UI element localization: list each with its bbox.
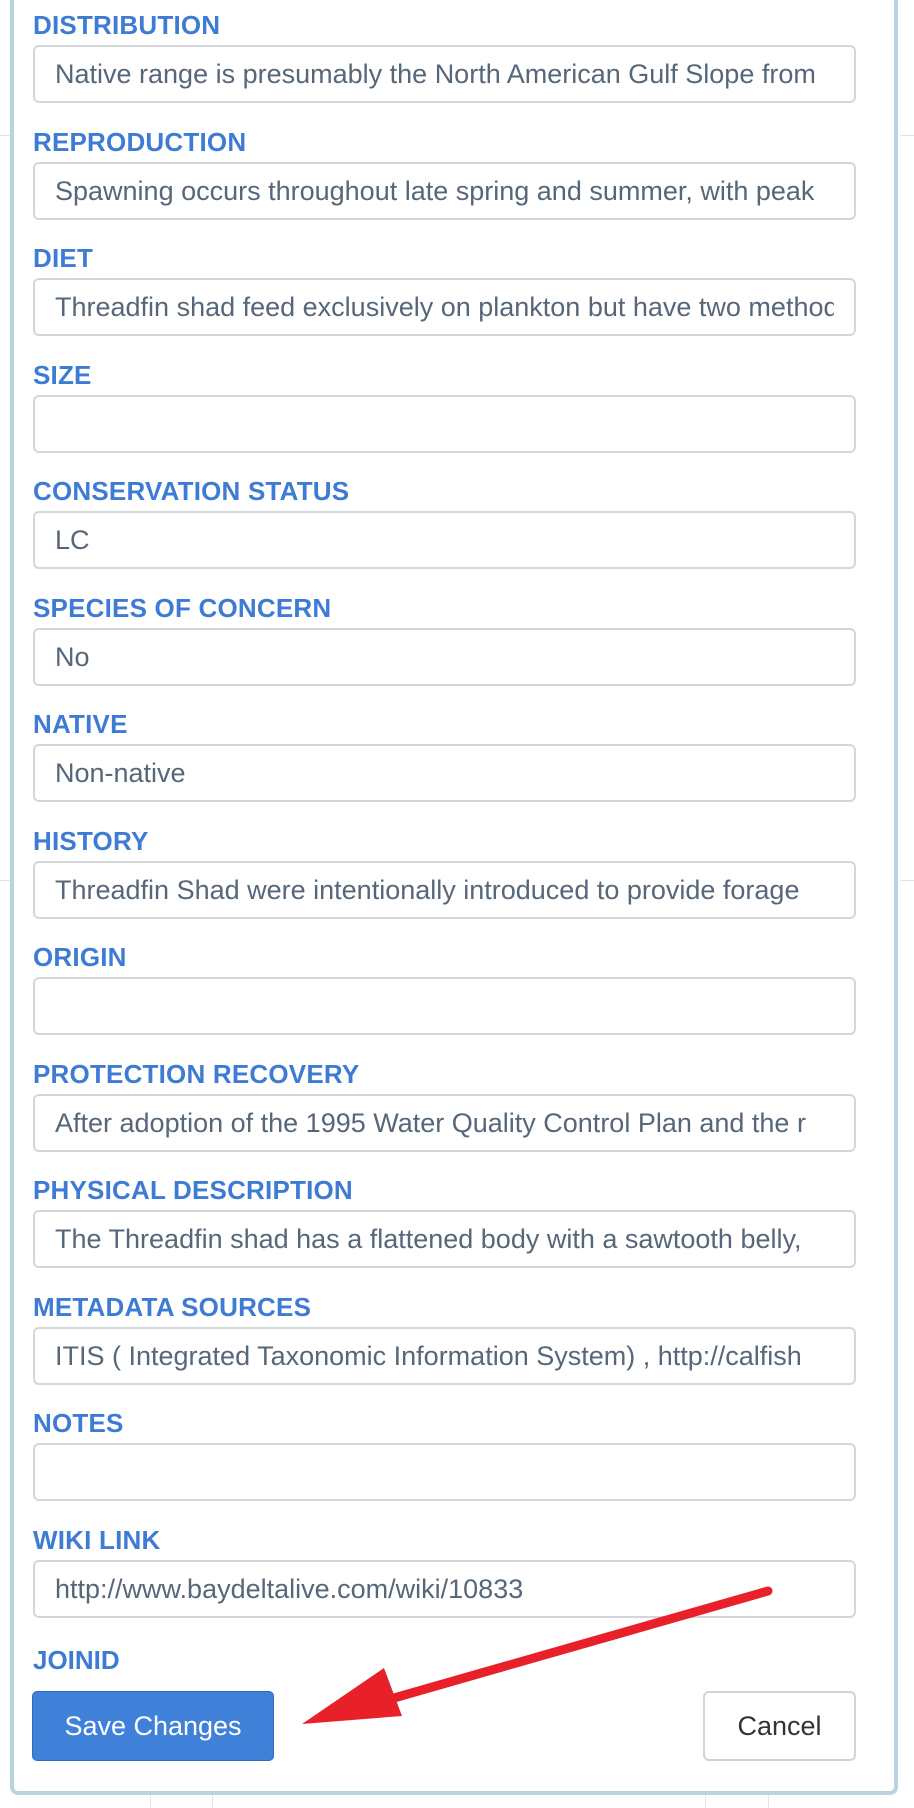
cancel-button[interactable]: Cancel bbox=[703, 1691, 856, 1761]
reproduction-input[interactable] bbox=[33, 162, 856, 220]
field-label: DIET bbox=[33, 243, 94, 273]
field-label: ORIGIN bbox=[33, 942, 127, 972]
field-native bbox=[33, 704, 856, 802]
field-protection-recovery bbox=[33, 1054, 856, 1152]
notes-input[interactable] bbox=[33, 1443, 856, 1501]
field-label: CONSERVATION STATUS bbox=[33, 476, 350, 506]
field-label: NOTES bbox=[33, 1408, 124, 1438]
field-wiki-link bbox=[33, 1520, 856, 1618]
field-physical-description bbox=[33, 1170, 856, 1268]
field-label: SIZE bbox=[33, 360, 92, 390]
field-label: SPECIES OF CONCERN bbox=[33, 593, 332, 623]
field-diet bbox=[33, 238, 856, 336]
field-size bbox=[33, 355, 856, 453]
field-origin bbox=[33, 937, 856, 1035]
conservation-status-input[interactable] bbox=[33, 511, 856, 569]
joinid-label: JOINID bbox=[33, 1645, 120, 1675]
field-species-of-concern bbox=[33, 588, 856, 686]
field-history bbox=[33, 821, 856, 919]
size-input[interactable] bbox=[33, 395, 856, 453]
field-reproduction bbox=[33, 122, 856, 220]
field-distribution bbox=[33, 5, 856, 103]
distribution-input[interactable] bbox=[33, 45, 856, 103]
field-conservation-status bbox=[33, 471, 856, 569]
field-label: DISTRIBUTION bbox=[33, 10, 221, 40]
field-label: REPRODUCTION bbox=[33, 127, 247, 157]
physical-description-input[interactable] bbox=[33, 1210, 856, 1268]
field-label: PHYSICAL DESCRIPTION bbox=[33, 1175, 353, 1205]
field-label: NATIVE bbox=[33, 709, 128, 739]
field-label: WIKI LINK bbox=[33, 1525, 161, 1555]
wiki-link-input[interactable] bbox=[33, 1560, 856, 1618]
save-changes-button[interactable]: Save Changes bbox=[32, 1691, 274, 1761]
origin-input[interactable] bbox=[33, 977, 856, 1035]
field-label: PROTECTION RECOVERY bbox=[33, 1059, 360, 1089]
metadata-sources-input[interactable] bbox=[33, 1327, 856, 1385]
field-notes bbox=[33, 1403, 856, 1501]
species-of-concern-input[interactable] bbox=[33, 628, 856, 686]
field-label: METADATA SOURCES bbox=[33, 1292, 312, 1322]
native-input[interactable] bbox=[33, 744, 856, 802]
diet-input[interactable] bbox=[33, 278, 856, 336]
protection-recovery-input[interactable] bbox=[33, 1094, 856, 1152]
history-input[interactable] bbox=[33, 861, 856, 919]
field-metadata-sources bbox=[33, 1287, 856, 1385]
field-label: HISTORY bbox=[33, 826, 149, 856]
